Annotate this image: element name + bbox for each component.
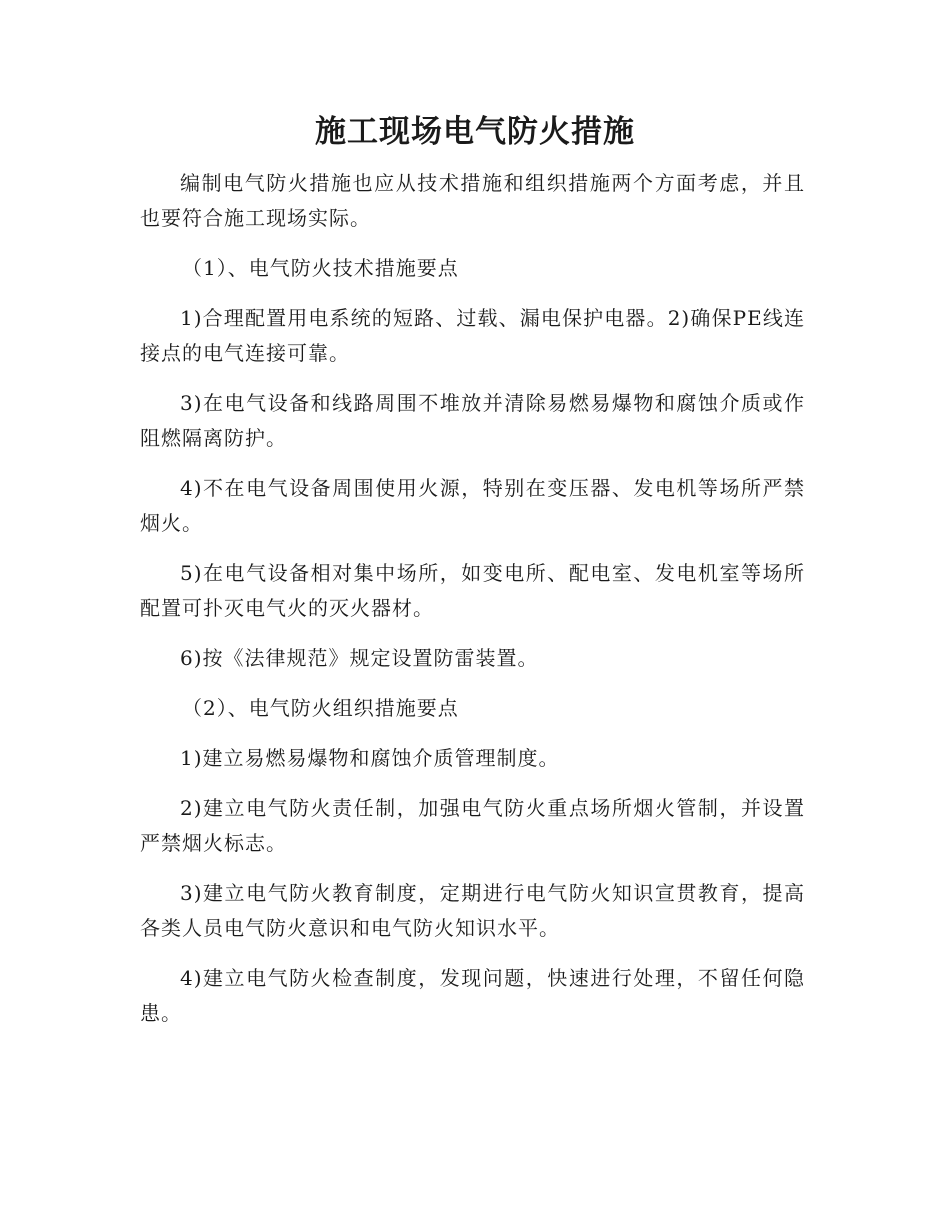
technical-item-4: 4)不在电气设备周围使用火源，特别在变压器、发电机等场所严禁烟火。 [140,476,805,535]
organizational-item-1: 1)建立易燃易爆物和腐蚀介质管理制度。 [180,746,560,770]
technical-item-3: 3)在电气设备和线路周围不堆放并清除易燃易爆物和腐蚀介质或作阻燃隔离防护。 [140,391,805,450]
document-body [140,166,805,1046]
organizational-item-2: 2)建立电气防火责任制，加强电气防火重点场所烟火管制，并设置严禁烟火标志。 [140,796,805,855]
intro-paragraph: 编制电气防火措施也应从技术措施和组织措施两个方面考虑，并且也要符合施工现场实际。 [140,171,805,230]
technical-item-1-2: 1)合理配置用电系统的短路、过载、漏电保护电器。2)确保PE线连接点的电气连接可靠。 [140,306,805,365]
organizational-item-3: 3)建立电气防火教育制度，定期进行电气防火知识宣贯教育，提高各类人员电气防火意识和电气防火知识水平。 [140,881,805,940]
technical-item-5: 5)在电气设备相对集中场所，如变电所、配电室、发电机室等场所配置可扑灭电气火的灭火器材。 [140,561,805,620]
organizational-item-4: 4)建立电气防火检查制度，发现问题，快速进行处理，不留任何隐患。 [140,966,805,1025]
technical-item-6: 6)按《法律规范》规定设置防雷装置。 [180,646,539,670]
section-heading-organizational: （2）、电气防火组织措施要点 [182,696,459,720]
section-heading-technical: （1）、电气防火技术措施要点 [182,256,459,280]
page-title: 施工现场电气防火措施 [315,114,635,150]
